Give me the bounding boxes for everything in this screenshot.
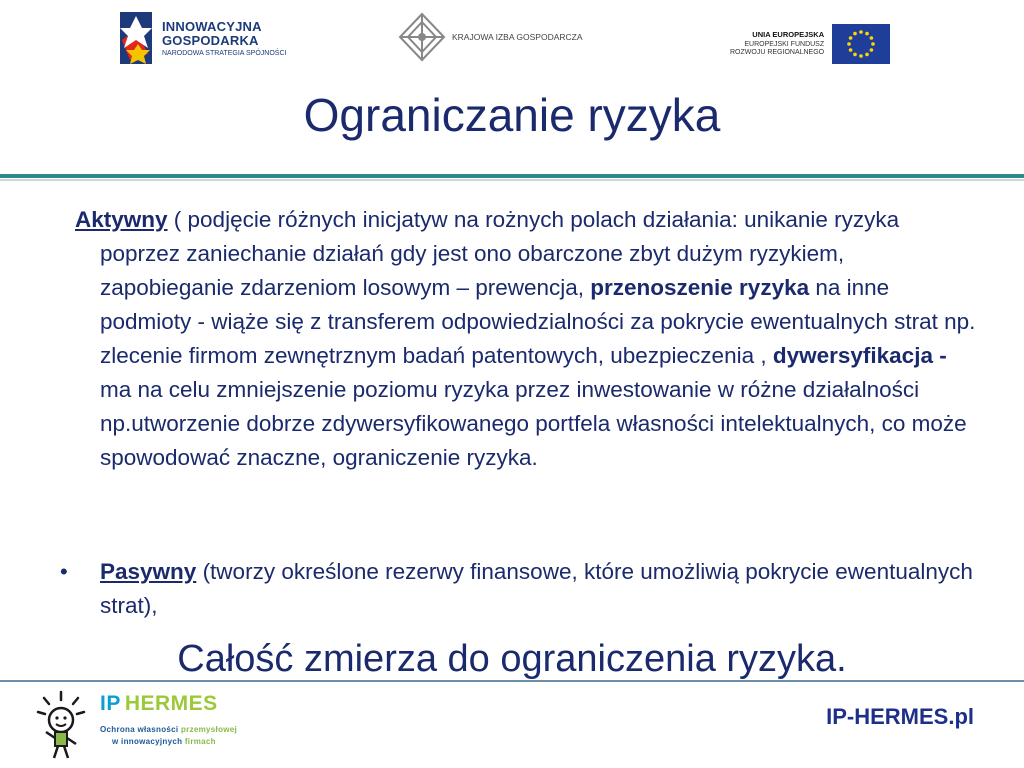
logo-kig-text: KRAJOWA IZBA GOSPODARCZA — [452, 32, 583, 42]
title-divider-shadow — [0, 179, 1024, 181]
title-divider — [0, 174, 1024, 178]
tag-line1a: Ochrona własności — [100, 725, 179, 734]
active-text-3: ma na celu zmniejszenie poziomu ryzyka przez inwestowanie w różne działalności np.utworzenie dobrze zdywersyfikowanego portfela własności intelektualnych, co może spowodować znaczne, ograniczenie ryzyka. — [100, 377, 967, 470]
logo-innowacyjna-line3: NARODOWA STRATEGIA SPÓJNOŚCI — [162, 49, 287, 57]
logo-innowacyjna-line1: INNOWACYJNA — [162, 18, 262, 34]
logo-ue-line3: ROZWOJU REGIONALNEGO — [730, 49, 825, 57]
eu-flag-icon — [832, 24, 890, 64]
footer-divider — [0, 680, 1024, 682]
paragraph-active — [75, 203, 980, 475]
summary-line: Całość zmierza do ograniczenia ryzyka. — [177, 638, 847, 680]
logo-innowacyjna-line2: GOSPODARKA — [162, 32, 259, 48]
lightbulb-figure-icon — [30, 688, 92, 760]
logo-ue-line2: EUROPEJSKI FUNDUSZ — [744, 40, 825, 48]
brand-hermes: HERMES — [124, 692, 218, 715]
label-passive: Pasywny — [100, 559, 197, 584]
active-bold-diversification: dywersyfikacja - — [772, 343, 947, 368]
ip-hermes-logo — [30, 688, 237, 760]
active-text-1: ( podjęcie różnych inicjatyw na rożnych polach działania: unikanie ryzyka poprzez zaniechanie działań gdy jest ono obarczone zbyt dużym ryzykiem, zapobieganie zdarzeniom losowym – prewencja, — [100, 207, 900, 300]
kig-logo — [398, 12, 583, 62]
passive-text: (tworzy określone rezerwy finansowe, które umożliwią pokrycie ewentualnych strat), — [100, 559, 973, 618]
kig-emblem-icon — [398, 12, 446, 62]
paragraph-passive — [100, 555, 980, 623]
eu-logo — [730, 24, 890, 64]
logo-ue-line1: UNIA EUROPEJSKA — [752, 30, 825, 40]
tag-line2a: w innowacyjnych — [112, 737, 183, 746]
tag-line2b: firmach — [184, 737, 216, 746]
logo-bar — [0, 0, 1024, 80]
slide-title: Ograniczanie ryzyka — [303, 89, 721, 141]
active-bold-transfer: przenoszenie ryzyka — [590, 275, 810, 300]
bullet-marker: • — [60, 559, 68, 584]
website-link[interactable]: IP-HERMES.pl — [826, 704, 974, 729]
tag-line1b: przemysłowej — [181, 725, 238, 734]
label-active: Aktywny — [75, 207, 168, 232]
brand-ip: IP — [100, 692, 121, 715]
active-text-2: na inne podmioty - wiąże się z transferem odpowiedzialności za pokrycie ewentualnych strat np. zlecenie firmom zewnętrznym badań patentowych, ubezpieczenia , — [100, 275, 976, 368]
innovative-economy-logo-icon — [118, 10, 154, 66]
innowacyjna-gospodarka-logo — [118, 10, 286, 66]
